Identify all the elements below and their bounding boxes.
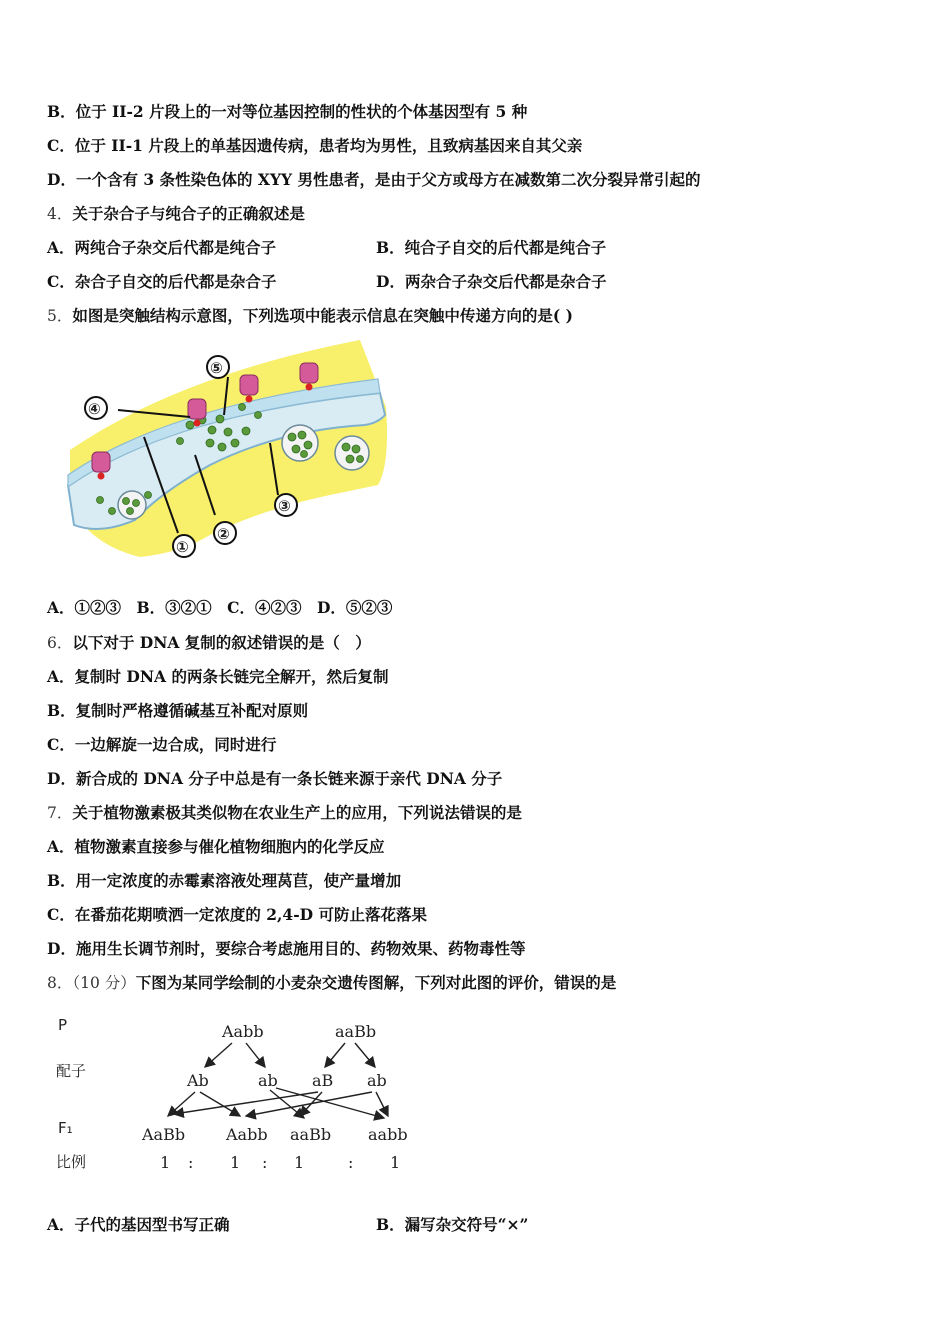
q7-option-c: C．在番茄花期喷洒一定浓度的 2,4-D 可防止落花落果: [47, 905, 427, 924]
q6-stem: [47, 633, 371, 653]
q6-option-a: A．复制时 DNA 的两条长链完全解开，然后复制: [47, 667, 389, 686]
label-3: [275, 494, 297, 516]
gamete-4: ab: [367, 1071, 387, 1090]
q5-stem: [47, 306, 573, 326]
cross-diagram: [50, 1010, 420, 1180]
ratio-sep-1: :: [188, 1153, 194, 1172]
offspring-4: aabb: [368, 1125, 408, 1144]
q7-option-d: D．施用生长调节剂时，要综合考虑施用目的、药物效果、药物毒性等: [47, 939, 526, 958]
parent-1: Aabb: [222, 1022, 264, 1041]
ratio-2: 1: [230, 1153, 241, 1172]
q8-score: （10 分）: [72, 974, 136, 992]
offspring-arrows: [168, 1088, 388, 1118]
q6-stem-text: 以下对于 DNA 复制的叙述错误的是（ ）: [72, 633, 371, 652]
ratio-3: 1: [294, 1153, 305, 1172]
q6-number: 6．: [47, 634, 73, 652]
offspring-3: aaBb: [290, 1125, 332, 1144]
svg-text:①: ①: [176, 538, 189, 556]
q8-option-a: A．子代的基因型书写正确: [47, 1215, 230, 1234]
label-5: [207, 356, 229, 378]
gamete-2: ab: [258, 1071, 278, 1090]
ratio-4: 1: [390, 1153, 401, 1172]
q7-stem: [47, 803, 522, 823]
ratio-sep-3: :: [348, 1153, 354, 1172]
label-4: [85, 397, 107, 419]
synapse-diagram: [60, 335, 400, 565]
label-1: [173, 535, 195, 557]
q5-stem-text: 如图是突触结构示意图，下列选项中能表示信息在突触中传递方向的是( ): [72, 306, 573, 325]
svg-text:⑤: ⑤: [210, 359, 223, 377]
q7-option-b: B．用一定浓度的赤霉素溶液处理莴苣，使产量增加: [47, 871, 402, 890]
q4-stem-text: 关于杂合子与纯合子的正确叙述是: [72, 204, 305, 223]
row-label-p: P: [58, 1016, 68, 1034]
offspring-2: Aabb: [226, 1125, 268, 1144]
q8-number: 8．: [47, 974, 73, 992]
q4-number: 4．: [47, 205, 73, 223]
q4-option-d: D．两杂合子杂交后代都是杂合子: [376, 272, 607, 291]
q6-option-d: D．新合成的 DNA 分子中总是有一条长链来源于亲代 DNA 分子: [47, 769, 503, 788]
q6-option-c: C．一边解旋一边合成，同时进行: [47, 735, 277, 754]
gamete-arrows: [205, 1043, 375, 1067]
q7-option-a: A．植物激素直接参与催化植物细胞内的化学反应: [47, 837, 385, 856]
q4-option-c: C．杂合子自交的后代都是杂合子: [47, 272, 277, 291]
ratio-1: 1: [160, 1153, 171, 1172]
row-label-f1: F₁: [58, 1119, 73, 1137]
row-label-gamete: 配子: [56, 1062, 87, 1080]
q4-stem: [47, 204, 305, 224]
q8-stem-text: 下图为某同学绘制的小麦杂交遗传图解，下列对此图的评价，错误的是: [135, 973, 617, 992]
svg-text:④: ④: [88, 400, 101, 418]
ratio-sep-2: :: [262, 1153, 268, 1172]
gamete-1: Ab: [187, 1071, 209, 1090]
label-2: [214, 522, 236, 544]
parent-2: aaBb: [335, 1022, 377, 1041]
svg-text:③: ③: [278, 497, 291, 515]
q8-option-b: B．漏写杂交符号“×”: [376, 1215, 529, 1234]
q5-options: A．①②③ B．③②① C．④②③ D．⑤②③: [47, 598, 393, 617]
q4-option-a: A．两纯合子杂交后代都是纯合子: [47, 238, 277, 257]
offspring-1: AaBb: [142, 1125, 186, 1144]
q8-stem: [47, 973, 616, 993]
q7-stem-text: 关于植物激素极其类似物在农业生产上的应用，下列说法错误的是: [72, 803, 522, 822]
gamete-3: aB: [312, 1071, 334, 1090]
q7-number: 7．: [47, 804, 73, 822]
q4-option-b: B．纯合子自交的后代都是纯合子: [376, 238, 607, 257]
q3-option-b: B．位于 II-2 片段上的一对等位基因控制的性状的个体基因型有 5 种: [47, 102, 528, 121]
q3-option-d: D．一个含有 3 条性染色体的 XYY 男性患者，是由于父方或母方在减数第二次分裂异常引起的: [47, 170, 701, 189]
q3-option-c: C．位于 II-1 片段上的单基因遗传病，患者均为男性，且致病基因来自其父亲: [47, 136, 583, 155]
svg-text:②: ②: [217, 525, 230, 543]
q6-option-b: B．复制时严格遵循碱基互补配对原则: [47, 701, 309, 720]
q5-number: 5．: [47, 307, 73, 325]
row-label-ratio: 比例: [56, 1153, 87, 1171]
